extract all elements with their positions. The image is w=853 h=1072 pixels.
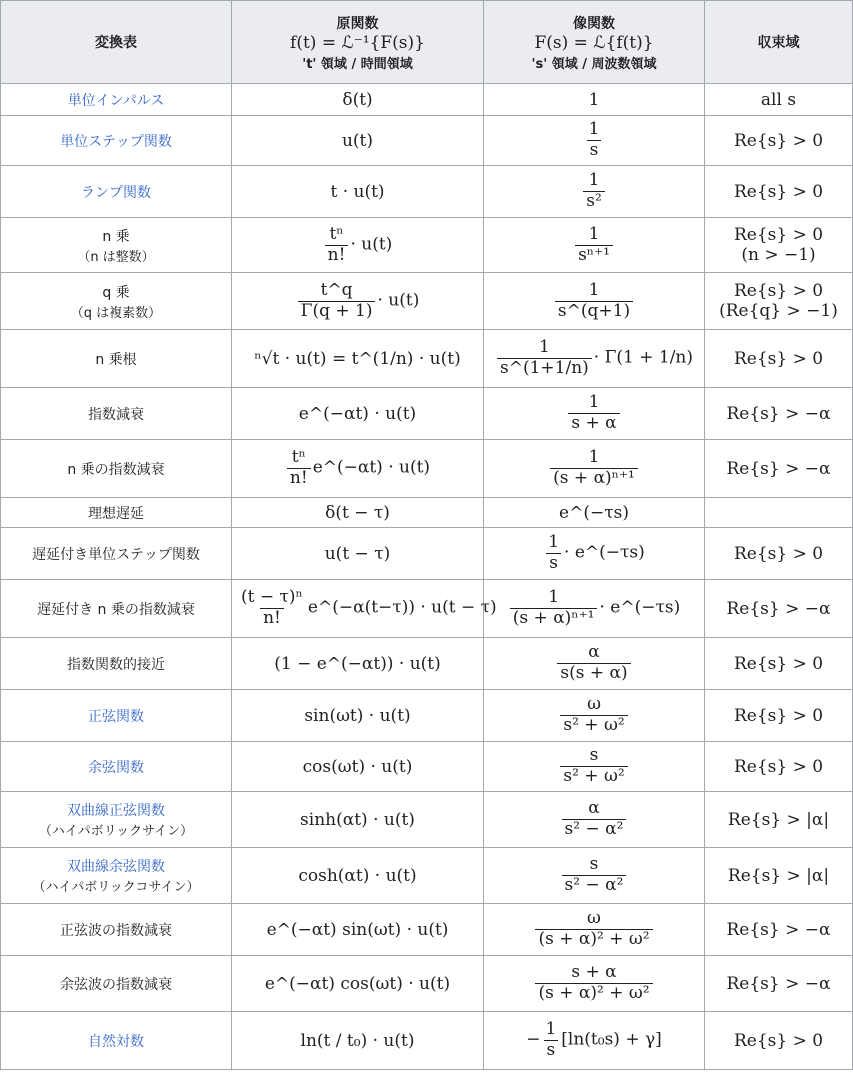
original-denominator: Γ(q + 1) bbox=[298, 301, 376, 322]
transform-name: 遅延付き n 乗の指数減衰 bbox=[37, 601, 195, 618]
table-row bbox=[1, 498, 853, 528]
image-numerator: α bbox=[588, 798, 600, 819]
image-denominator: (s + α)² + ω² bbox=[535, 929, 652, 950]
transform-name-cell bbox=[1, 904, 232, 956]
image-numerator: 1 bbox=[588, 279, 600, 300]
roc-cell bbox=[705, 498, 853, 528]
image-denominator: (s + α)² + ω² bbox=[535, 983, 652, 1004]
roc-cell bbox=[705, 440, 853, 498]
table-row bbox=[1, 528, 853, 580]
image-function: e^(−τs) bbox=[559, 502, 629, 523]
header-original-function bbox=[232, 1, 484, 84]
image-fraction bbox=[560, 746, 627, 786]
original-function-tail: · u(t) bbox=[377, 290, 420, 311]
roc-value: all s bbox=[760, 89, 797, 110]
original-numerator: t^q bbox=[320, 279, 353, 300]
original-function: ⁿ√t · u(t) = t^(1/n) · u(t) bbox=[254, 348, 461, 369]
roc-cell bbox=[705, 690, 853, 742]
table-row bbox=[1, 218, 853, 273]
transform-name-note: （ハイパボリックコサイン） bbox=[32, 880, 200, 895]
image-denominator: sⁿ⁺¹ bbox=[575, 245, 613, 266]
image-denominator: (s + α)ⁿ⁺¹ bbox=[510, 608, 598, 629]
transform-name: n 乗の指数減衰 bbox=[67, 461, 165, 478]
transform-name-link[interactable]: 自然対数 bbox=[88, 1033, 144, 1050]
image-function-cell bbox=[484, 218, 705, 273]
image-fraction bbox=[550, 448, 638, 488]
image-numerator: 1 bbox=[588, 119, 600, 140]
transform-name-cell bbox=[1, 273, 232, 330]
roc-cell bbox=[705, 956, 853, 1012]
header-image-function bbox=[484, 1, 705, 84]
image-fraction bbox=[586, 120, 603, 160]
transform-name-link[interactable]: 双曲線余弦関数 bbox=[67, 859, 165, 875]
image-function-cell bbox=[484, 1012, 705, 1070]
original-function: δ(t) bbox=[342, 89, 373, 110]
image-fraction bbox=[568, 393, 619, 433]
transform-name-cell bbox=[1, 218, 232, 273]
original-function: δ(t − τ) bbox=[325, 502, 390, 523]
roc-value: Re{s} > 0 bbox=[733, 756, 824, 777]
image-function-cell bbox=[484, 166, 705, 218]
transform-name-cell bbox=[1, 440, 232, 498]
table-row bbox=[1, 440, 853, 498]
original-function: ln(t / t₀) · u(t) bbox=[300, 1030, 415, 1051]
image-function-cell bbox=[484, 116, 705, 166]
image-fraction bbox=[583, 171, 605, 211]
roc-condition: (Re{q} > −1) bbox=[719, 301, 838, 321]
table-row bbox=[1, 580, 853, 638]
image-denominator: s² bbox=[583, 191, 605, 212]
transform-name-note: （ハイパボリックサイン） bbox=[38, 824, 194, 839]
original-function: t · u(t) bbox=[330, 181, 385, 202]
original-function-cell bbox=[232, 848, 484, 904]
transform-name: 余弦波の指数減衰 bbox=[60, 976, 172, 993]
image-fraction bbox=[562, 855, 627, 895]
transform-name-cell bbox=[1, 848, 232, 904]
original-function-cell bbox=[232, 580, 497, 638]
original-function-cell bbox=[232, 84, 484, 116]
image-denominator: s² − α² bbox=[562, 875, 627, 896]
image-denominator: s bbox=[544, 1040, 559, 1061]
original-function: u(t) bbox=[341, 130, 374, 151]
transform-name-link[interactable]: 単位ステップ関数 bbox=[60, 133, 172, 150]
original-denominator: n! bbox=[260, 608, 284, 629]
image-fraction bbox=[535, 963, 652, 1003]
transform-name-cell bbox=[1, 528, 232, 580]
roc-cell bbox=[705, 273, 853, 330]
roc-cell bbox=[705, 330, 853, 388]
original-numerator: tⁿ bbox=[329, 223, 344, 244]
image-numerator: ω bbox=[587, 694, 601, 715]
transform-name: n 乗根 bbox=[95, 351, 137, 368]
image-function-tail: · e^(−τs) bbox=[599, 598, 681, 618]
original-function-cell bbox=[232, 218, 484, 273]
image-function-tail: · Γ(1 + 1/n) bbox=[593, 348, 694, 368]
roc-cell bbox=[705, 84, 853, 116]
table-row bbox=[1, 742, 853, 792]
roc-cell bbox=[705, 1012, 853, 1070]
header-image-title: 像関数 bbox=[573, 15, 615, 32]
image-denominator: s^(1+1/n) bbox=[497, 358, 592, 379]
original-function-cell bbox=[232, 1012, 484, 1070]
header-region-of-convergence: 収束域 bbox=[705, 1, 853, 84]
original-function-cell bbox=[232, 273, 484, 330]
transform-name-link[interactable]: 余弦関数 bbox=[88, 759, 144, 776]
image-function-cell bbox=[484, 440, 705, 498]
header-image-domain: 's' 領域 / 周波数領域 bbox=[531, 56, 657, 72]
image-fraction bbox=[510, 588, 598, 628]
transform-name-cell bbox=[1, 84, 232, 116]
table-row bbox=[1, 116, 853, 166]
roc-cell bbox=[705, 528, 853, 580]
table-row bbox=[1, 273, 853, 330]
transform-name-cell bbox=[1, 330, 232, 388]
transform-name: 遅延付き単位ステップ関数 bbox=[32, 546, 200, 563]
original-function-cell bbox=[232, 792, 484, 848]
original-function-cell bbox=[232, 116, 484, 166]
table-row bbox=[1, 904, 853, 956]
image-numerator: 1 bbox=[588, 223, 600, 244]
image-function-cell bbox=[484, 742, 705, 792]
table-row bbox=[1, 848, 853, 904]
original-function-cell bbox=[232, 388, 484, 440]
roc-value: Re{s} > 0 bbox=[733, 543, 824, 564]
transform-name-cell bbox=[1, 388, 232, 440]
image-function-prefix: − bbox=[526, 1030, 541, 1050]
image-function-cell bbox=[484, 690, 705, 742]
table-body bbox=[1, 84, 853, 1070]
image-numerator: ω bbox=[587, 908, 601, 929]
image-denominator: s bbox=[587, 140, 602, 161]
transform-name-cell bbox=[1, 638, 232, 690]
image-fraction bbox=[535, 909, 652, 949]
image-numerator: 1 bbox=[588, 447, 600, 468]
image-denominator: s² + ω² bbox=[560, 715, 627, 736]
transform-name-link[interactable]: 単位インパルス bbox=[67, 92, 165, 109]
original-denominator: n! bbox=[287, 468, 311, 489]
image-function-cell bbox=[484, 956, 705, 1012]
table-row bbox=[1, 330, 853, 388]
roc-value: Re{s} > 0 bbox=[733, 653, 824, 674]
original-function: e^(−αt) cos(ωt) · u(t) bbox=[264, 973, 451, 994]
image-fraction bbox=[497, 338, 592, 378]
image-denominator: s² + ω² bbox=[560, 766, 627, 787]
transform-name-cell bbox=[1, 792, 232, 848]
transform-name-cell bbox=[1, 116, 232, 166]
roc-cell bbox=[705, 792, 853, 848]
image-denominator: s(s + α) bbox=[557, 663, 630, 684]
roc-value: Re{s} > −α bbox=[726, 598, 831, 619]
original-function: (1 − e^(−αt)) · u(t) bbox=[274, 653, 441, 674]
roc-value: Re{s} > −α bbox=[726, 458, 831, 479]
original-function-cell bbox=[232, 166, 484, 218]
original-function-cell bbox=[232, 330, 484, 388]
original-function: cosh(αt) · u(t) bbox=[298, 865, 417, 886]
image-numerator: s + α bbox=[571, 962, 617, 983]
original-function: u(t − τ) bbox=[324, 543, 391, 564]
roc-value: Re{s} > 0 bbox=[733, 281, 824, 301]
transform-name-cell bbox=[1, 690, 232, 742]
roc-value: Re{s} > −α bbox=[726, 403, 831, 424]
original-function: sin(ωt) · u(t) bbox=[304, 705, 411, 726]
image-function-cell bbox=[484, 792, 705, 848]
original-function-cell bbox=[232, 690, 484, 742]
image-numerator: s bbox=[589, 745, 599, 766]
image-denominator: s bbox=[546, 553, 561, 574]
original-numerator: tⁿ bbox=[291, 447, 306, 468]
image-function-tail: · e^(−τs) bbox=[564, 543, 645, 563]
image-numerator: 1 bbox=[548, 587, 560, 608]
original-function: cos(ωt) · u(t) bbox=[302, 756, 413, 777]
table-row bbox=[1, 166, 853, 218]
roc-value: Re{s} > |α| bbox=[727, 809, 830, 830]
original-function-cell bbox=[232, 904, 484, 956]
original-function-cell bbox=[232, 498, 484, 528]
original-function-cell bbox=[232, 440, 484, 498]
original-numerator: (t − τ)ⁿ bbox=[241, 587, 303, 608]
transform-name: 指数関数的接近 bbox=[67, 656, 165, 673]
roc-cell bbox=[705, 848, 853, 904]
roc-value: Re{s} > 0 bbox=[733, 705, 824, 726]
roc-cell bbox=[705, 742, 853, 792]
roc-value: Re{s} > 0 bbox=[733, 348, 824, 369]
transform-name: 正弦波の指数減衰 bbox=[60, 922, 172, 939]
image-fraction bbox=[575, 225, 613, 265]
roc-cell bbox=[705, 218, 853, 273]
transform-name-link[interactable]: 正弦関数 bbox=[88, 708, 144, 725]
image-numerator: 1 bbox=[538, 337, 550, 358]
image-numerator: s bbox=[589, 854, 599, 875]
image-function-cell bbox=[484, 638, 705, 690]
original-function: e^(−αt) · u(t) bbox=[298, 403, 417, 424]
image-function-tail: [ln(t₀s) + γ] bbox=[561, 1030, 662, 1050]
original-function-cell bbox=[232, 638, 484, 690]
transform-name-note: （q は複素数） bbox=[70, 305, 162, 321]
image-function-cell bbox=[484, 904, 705, 956]
image-numerator: 1 bbox=[545, 1019, 557, 1040]
image-denominator: s^(q+1) bbox=[555, 301, 633, 322]
image-function-cell bbox=[484, 580, 705, 638]
image-function-cell bbox=[484, 528, 705, 580]
roc-cell bbox=[705, 166, 853, 218]
table-row bbox=[1, 388, 853, 440]
image-denominator: s² − α² bbox=[562, 819, 627, 840]
table-row bbox=[1, 84, 853, 116]
transform-name-note: （n は整数） bbox=[77, 249, 155, 265]
roc-value: Re{s} > 0 bbox=[733, 1030, 824, 1051]
transform-name-cell bbox=[1, 498, 232, 528]
image-numerator: 1 bbox=[548, 532, 560, 553]
original-function-cell bbox=[232, 956, 484, 1012]
original-function-tail: · u(t) bbox=[350, 234, 393, 255]
original-function-cell bbox=[232, 528, 484, 580]
image-function-cell bbox=[484, 330, 705, 388]
header-original-domain: 't' 領域 / 時間領域 bbox=[302, 56, 413, 72]
roc-cell bbox=[705, 580, 853, 638]
original-function-cell bbox=[232, 742, 484, 792]
image-denominator: (s + α)ⁿ⁺¹ bbox=[550, 468, 638, 489]
image-denominator: s + α bbox=[568, 413, 619, 434]
roc-value: Re{s} > 0 bbox=[733, 225, 824, 245]
transform-name-cell bbox=[1, 580, 232, 638]
transform-name: 理想遅延 bbox=[88, 505, 144, 522]
transform-name-cell bbox=[1, 956, 232, 1012]
roc-cell bbox=[705, 388, 853, 440]
header-original-formula: f(t) = ℒ⁻¹{F(s)} bbox=[290, 32, 425, 53]
image-function-cell bbox=[484, 498, 705, 528]
transform-name-cell bbox=[1, 166, 232, 218]
image-fraction bbox=[555, 281, 633, 321]
roc-value: Re{s} > 0 bbox=[733, 130, 824, 151]
roc-value: Re{s} > −α bbox=[726, 919, 831, 940]
image-fraction bbox=[557, 643, 630, 683]
transform-name-cell bbox=[1, 1012, 232, 1070]
image-fraction bbox=[562, 799, 627, 839]
header-original-title: 原関数 bbox=[336, 15, 379, 32]
roc-value: Re{s} > |α| bbox=[727, 865, 830, 886]
header-row bbox=[1, 1, 853, 84]
table-row bbox=[1, 690, 853, 742]
image-fraction bbox=[542, 1020, 559, 1060]
image-fraction bbox=[560, 695, 627, 735]
transform-name: q 乗 bbox=[102, 284, 130, 301]
table-row bbox=[1, 792, 853, 848]
original-function-tail: e^(−α(t−τ)) · u(t − τ) bbox=[307, 598, 497, 618]
roc-condition: (n > −1) bbox=[741, 245, 816, 265]
image-function-cell bbox=[484, 84, 705, 116]
transform-name: n 乗 bbox=[102, 228, 130, 245]
image-function: 1 bbox=[588, 89, 600, 110]
roc-cell bbox=[705, 116, 853, 166]
original-fraction bbox=[238, 588, 306, 628]
image-numerator: 1 bbox=[588, 392, 600, 413]
transform-name-link[interactable]: 双曲線正弦関数 bbox=[67, 803, 165, 819]
image-numerator: α bbox=[588, 642, 600, 663]
roc-value: Re{s} > 0 bbox=[733, 181, 824, 202]
header-image-formula: F(s) = ℒ{f(t)} bbox=[534, 32, 654, 53]
image-function-cell bbox=[484, 848, 705, 904]
table-row bbox=[1, 638, 853, 690]
image-fraction bbox=[545, 533, 562, 573]
original-fraction bbox=[287, 448, 311, 488]
roc-cell bbox=[705, 638, 853, 690]
transform-name: 指数減衰 bbox=[88, 406, 144, 423]
header-transform-table: 変換表 bbox=[1, 1, 232, 84]
image-function-cell bbox=[484, 273, 705, 330]
transform-name-cell bbox=[1, 742, 232, 792]
original-function: sinh(αt) · u(t) bbox=[300, 809, 415, 830]
original-function: e^(−αt) sin(ωt) · u(t) bbox=[266, 919, 449, 940]
original-fraction bbox=[325, 225, 349, 265]
image-function-cell bbox=[484, 388, 705, 440]
roc-cell bbox=[705, 904, 853, 956]
original-function-tail: e^(−αt) · u(t) bbox=[312, 458, 431, 478]
table-row bbox=[1, 956, 853, 1012]
roc-value: Re{s} > −α bbox=[726, 973, 831, 994]
image-numerator: 1 bbox=[588, 170, 600, 191]
transform-name-link[interactable]: ランプ関数 bbox=[81, 184, 151, 201]
table-row bbox=[1, 1012, 853, 1070]
original-fraction bbox=[298, 281, 376, 321]
original-denominator: n! bbox=[325, 245, 349, 266]
